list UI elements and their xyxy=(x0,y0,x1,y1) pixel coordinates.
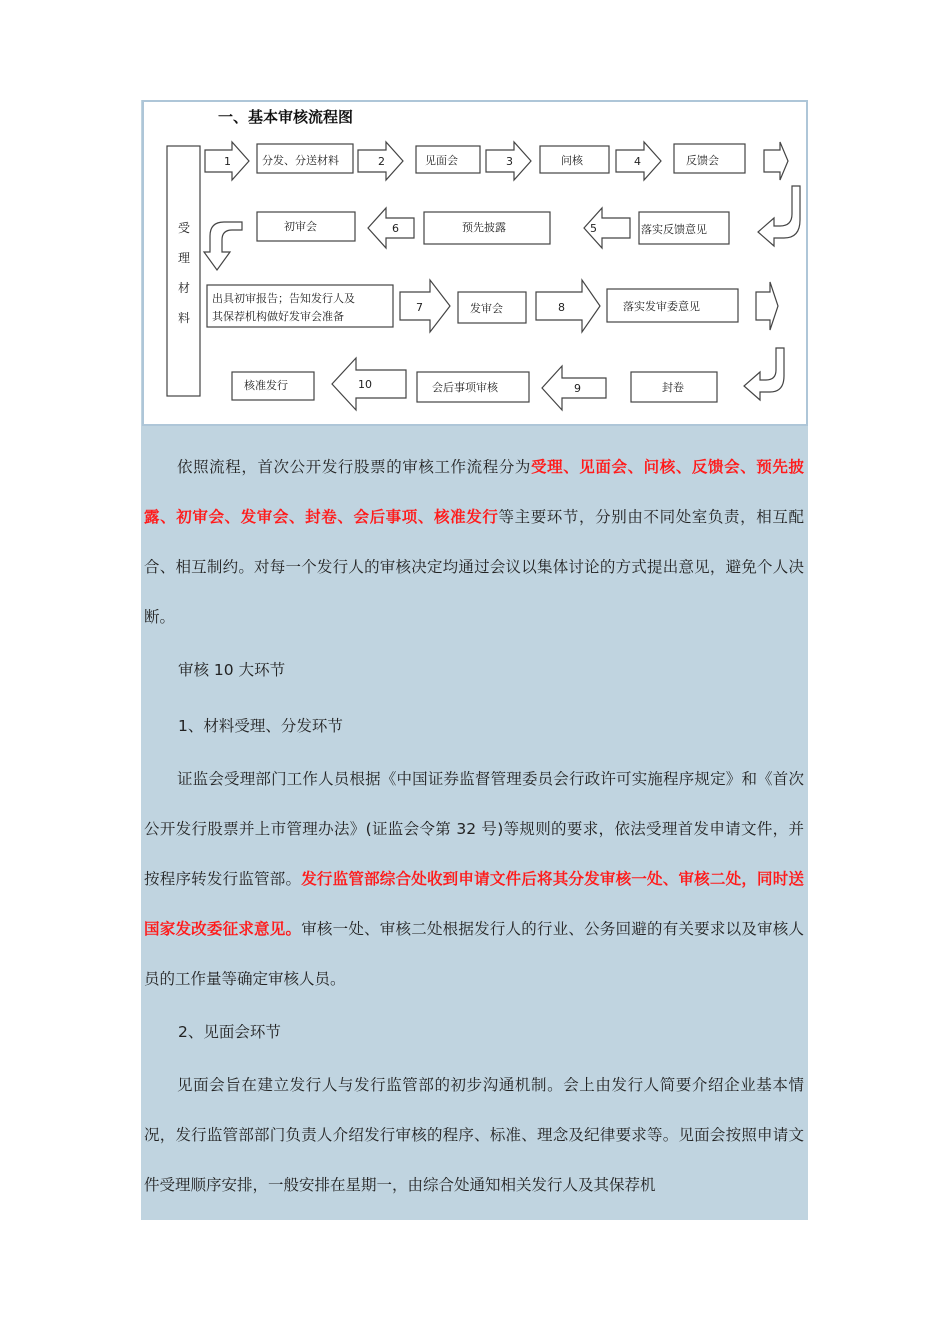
step-number: 9 xyxy=(574,382,581,395)
flow-label: 出具初审报告；告知发行人及 xyxy=(212,292,355,305)
step-number: 8 xyxy=(558,301,565,314)
flowchart-figure xyxy=(142,100,808,426)
figure-title: 一、基本审核流程图 xyxy=(218,108,354,126)
flow-label: 分发、分送材料 xyxy=(262,154,339,167)
flow-label: 会后事项审核 xyxy=(432,381,498,394)
paragraph-text: 依照流程，首次公开发行股票的审核工作流程分为 xyxy=(177,458,532,476)
flow-label: 反馈会 xyxy=(686,154,719,167)
flow-label: 问核 xyxy=(561,154,583,167)
step-number: 2 xyxy=(378,155,385,168)
flow-label: 初审会 xyxy=(284,220,317,233)
turn-arrow xyxy=(758,186,800,246)
right-arrow xyxy=(756,282,778,330)
step-number: 4 xyxy=(634,155,641,168)
step-number: 7 xyxy=(416,301,423,314)
flow-label: 预先披露 xyxy=(462,221,506,234)
flow-label: 落实反馈意见 xyxy=(641,223,707,236)
side-char: 受 xyxy=(177,221,191,235)
subsection-heading: 2、见面会环节 xyxy=(178,1023,281,1041)
side-char: 理 xyxy=(177,251,191,265)
flowchart-diagram xyxy=(144,102,806,424)
step-number: 1 xyxy=(224,155,231,168)
right-arrow xyxy=(536,280,600,332)
flow-label: 核准发行 xyxy=(244,379,288,392)
right-arrow xyxy=(400,280,450,332)
subsection-heading: 1、材料受理、分发环节 xyxy=(178,717,343,735)
side-char: 材 xyxy=(177,281,191,295)
side-char: 料 xyxy=(177,311,191,325)
highlight-text: 发行监管部综合处收到申请文件后将其分发审核一处、审核二处，同时送国家发改委征求意见。 xyxy=(144,870,804,938)
step-number: 5 xyxy=(590,222,597,235)
flow-label: 封卷 xyxy=(662,381,684,394)
paragraph-text: 等主要环节，分别由不同处室负责，相互配合、相互制约。对每一个发行人的审核决定均通过会议以集体讨论的方式提出意见，避免个人决断。 xyxy=(144,508,804,626)
flow-label: 见面会 xyxy=(425,154,458,167)
right-arrow xyxy=(764,142,788,180)
section-heading: 审核 10 大环节 xyxy=(178,661,286,679)
paragraph-text: 证监会受理部门工作人员根据《中国证券监督管理委员会行政许可实施程序规定》和《首次公开发行股票并上市管理办法》(证监会令第 32 号)等规则的要求，依法受理首发申请文件，并按程序转发行监管部。 xyxy=(144,770,804,888)
paragraph: 见面会旨在建立发行人与发行监管部的初步沟通机制。会上由发行人简要介绍企业基本情况，发行监管部部门负责人介绍发行审核的程序、标准、理念及纪律要求等。见面会按照申请文件受理顺序安排，一般安排在星期一，由综合处通知相关发行人及其保荐机 xyxy=(144,1076,804,1194)
article-body xyxy=(144,442,804,1210)
left-arrow xyxy=(368,208,414,248)
turn-arrow xyxy=(744,348,784,400)
paragraph xyxy=(144,754,804,1004)
paragraph-text: 审核一处、审核二处根据发行人的行业、公务回避的有关要求以及审核人员的工作量等确定审核人员。 xyxy=(144,920,804,988)
paragraph xyxy=(144,442,804,642)
step-number: 3 xyxy=(506,155,513,168)
step-number: 6 xyxy=(392,222,399,235)
highlight-text: 受理、见面会、问核、反馈会、预先披露、初审会、发审会、封卷、会后事项、核准发行 xyxy=(144,458,804,526)
side-box xyxy=(167,146,200,396)
flow-label: 其保荐机构做好发审会准备 xyxy=(212,310,344,323)
turn-arrow xyxy=(204,222,242,270)
step-number: 10 xyxy=(358,378,372,391)
flow-label: 落实发审委意见 xyxy=(623,300,700,313)
flow-label: 发审会 xyxy=(470,302,503,315)
